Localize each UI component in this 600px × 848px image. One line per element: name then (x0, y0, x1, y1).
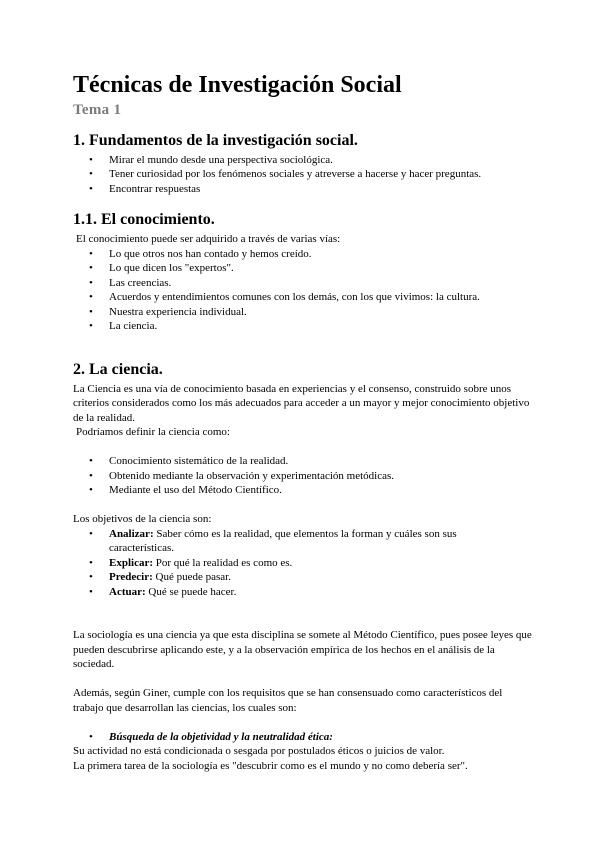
section-1-1-list (73, 247, 533, 334)
list-item: • Obtenido mediante la observación y experimentación metódicas. (109, 469, 533, 484)
objective-item (109, 527, 533, 556)
spacer (73, 440, 533, 455)
list-item: • Lo que otros nos han contado y hemos creído. (109, 247, 533, 262)
section-1-list (73, 153, 533, 197)
spacer (73, 498, 533, 513)
science-definition-paragraph: La Ciencia es una vía de conocimiento basada en experiencias y el consenso, construido sobre unos criterios considerados como los más adecuados para acceder a un mayor y mejor conocimiento objetivo de la realidad. (73, 382, 530, 424)
requisite-heading: Búsqueda de la objetividad y la neutralidad ética: (109, 730, 333, 743)
section-1-1-intro: El conocimiento puede ser adquirido a través de varias vías: (76, 233, 341, 245)
objective-text: Por qué la realidad es como es. (153, 556, 293, 569)
list-item: • Encontrar respuestas (109, 182, 533, 197)
objective-item (109, 570, 533, 585)
objective-term: Predecir: (109, 571, 153, 583)
section-1-1-heading: 1.1. El conocimiento. (73, 211, 215, 228)
requisites-list (73, 730, 533, 745)
science-definition-list (73, 454, 533, 498)
document-subtitle: Tema 1 (73, 102, 122, 118)
objective-text: Qué se puede hacer. (145, 585, 237, 598)
section-1-heading: 1. Fundamentos de la investigación social. (73, 131, 358, 149)
list-item: • La ciencia. (109, 319, 533, 334)
sociology-science-paragraph: La sociología es una ciencia ya que esta disciplina se somete al Método Científico, pues posee leyes que pueden descubrirse aplicando este, y a la observación empírica de los hechos en el análisis de la sociedad. (73, 629, 532, 670)
giner-paragraph: Además, según Giner, cumple con los requisitos que se han consensuado como característicos del trabajo que desarrollan las ciencias, los cuales son: (73, 687, 503, 714)
spacer (73, 715, 533, 730)
objectives-list (73, 527, 533, 600)
list-item: • Mirar el mundo desde una perspectiva sociológica. (109, 153, 533, 168)
spacer (73, 672, 533, 687)
requisite-item (109, 730, 533, 745)
objective-item (109, 585, 533, 600)
list-item: • Conocimiento sistemático de la realidad. (109, 454, 533, 469)
list-item: • Nuestra experiencia individual. (109, 305, 533, 320)
science-define-intro: Podríamos definir la ciencia como: (76, 426, 230, 438)
list-item: • Las creencias. (109, 276, 533, 291)
spacer (73, 599, 533, 628)
objective-text: Saber cómo es la realidad, que elementos la forman y cuáles son sus características. (109, 527, 457, 554)
objective-text: Qué puede pasar. (152, 571, 231, 583)
objective-term: Analizar: (109, 527, 154, 540)
objective-term: Explicar: (109, 556, 153, 569)
list-item: • Mediante el uso del Método Científico. (109, 483, 533, 498)
requisite-line-1: Su actividad no está condicionada o sesgada por postulados éticos o juicios de valor. (73, 745, 445, 757)
objective-term: Actuar: (109, 585, 146, 598)
list-item: • Lo que dicen los "expertos". (109, 261, 533, 276)
document-title: Técnicas de Investigación Social (73, 72, 402, 98)
objectives-intro: Los objetivos de la ciencia son: (73, 513, 212, 525)
document-page (73, 70, 533, 773)
objective-item (109, 556, 533, 571)
requisite-line-2: La primera tarea de la sociología es "descubrir como es el mundo y no como debería ser". (73, 759, 468, 772)
section-2-heading: 2. La ciencia. (73, 360, 163, 378)
list-item: • Acuerdos y entendimientos comunes con los demás, con los que vivimos: la cultura. (109, 290, 533, 305)
list-item: • Tener curiosidad por los fenómenos sociales y atreverse a hacerse y hacer preguntas. (109, 167, 533, 182)
